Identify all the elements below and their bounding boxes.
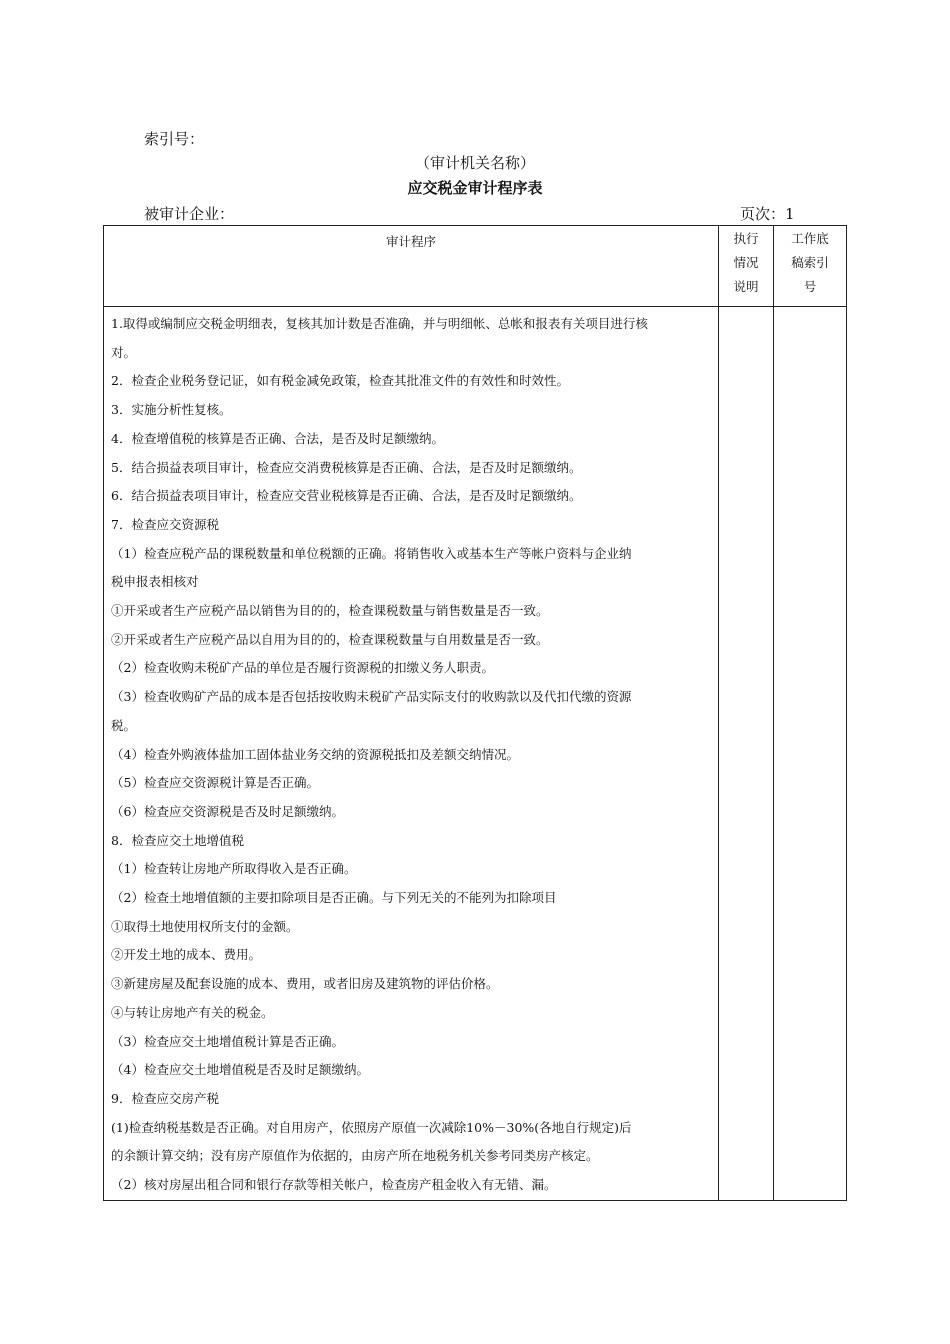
document-title: 应交税金审计程序表 (407, 179, 543, 197)
procedure-text-cell (104, 307, 719, 1201)
procedure-line: ③新建房屋及配套设施的成本、费用，或者旧房及建筑物的评估价格。 (111, 976, 499, 992)
header-workpaper-index-line: 稿索引 (791, 255, 829, 270)
audit-org-name: （审计机关名称） (414, 154, 535, 172)
procedure-line: ②开采或者生产应税产品以自用为目的的，检查课税数量与自用数量是否一致。 (111, 631, 549, 647)
procedure-line: ④与转让房地产有关的税金。 (111, 1004, 274, 1020)
procedure-line: (1)检查纳税基数是否正确。对自用房产，依照房产原值一次减除10%－30%(各地自行规定)后 (111, 1119, 632, 1135)
execution-notes-cell (719, 307, 774, 1201)
procedure-line: （4）检查应交土地增值税是否及时足额缴纳。 (111, 1062, 369, 1078)
header-workpaper-index (774, 226, 847, 307)
procedure-line: （2）检查土地增值额的主要扣除项目是否正确。与下列无关的不能列为扣除项目 (111, 890, 557, 906)
header-execution-notes-line: 执行 (733, 231, 759, 246)
procedure-line: 6．结合损益表项目审计，检查应交营业税核算是否正确、合法，是否及时足额缴纳。 (111, 488, 582, 504)
procedure-line: （3）检查收购矿产品的成本是否包括按收购未税矿产品实际支付的收购款以及代扣代缴的资源 (111, 689, 632, 705)
audit-procedure-table (103, 225, 847, 1201)
procedure-line: （4）检查外购液体盐加工固体盐业务交纳的资源税抵扣及差额交纳情况。 (111, 746, 519, 762)
header-execution-notes-line: 情况 (733, 255, 759, 270)
procedure-line: 税。 (111, 717, 137, 733)
index-number-label: 索引号： (144, 130, 205, 148)
procedure-line: （6）检查应交资源税是否及时足额缴纳。 (111, 803, 344, 819)
procedure-line: 5．结合损益表项目审计，检查应交消费税核算是否正确、合法，是否及时足额缴纳。 (111, 459, 582, 475)
procedure-line: （3）检查应交土地增值税计算是否正确。 (111, 1033, 344, 1049)
procedure-line: 7．检查应交资源税 (111, 516, 219, 532)
header-execution-notes-line: 说明 (733, 279, 759, 294)
header-workpaper-index-line: 工作底 (791, 231, 829, 246)
procedure-line: （2）检查收购未税矿产品的单位是否履行资源税的扣缴义务人职责。 (111, 660, 494, 676)
audited-entity-label: 被审计企业： (144, 205, 235, 223)
workpaper-index-cell (774, 307, 847, 1201)
procedure-line: ②开发土地的成本、费用。 (111, 947, 262, 963)
procedure-line: 8．检查应交土地增值税 (111, 832, 244, 848)
procedure-line: （1）检查转让房地产所取得收入是否正确。 (111, 861, 357, 877)
procedure-line: （1）检查应税产品的课税数量和单位税额的正确。将销售收入或基本生产等帐户资料与企业纳 (111, 545, 632, 561)
procedure-line: ①取得土地使用权所支付的金额。 (111, 918, 299, 934)
procedure-line: 4．检查增值税的核算是否正确、合法，是否及时足额缴纳。 (111, 430, 444, 446)
procedure-line: 的余额计算交纳；没有房产原值作为依据的，由房产所在地税务机关参考同类房产核定。 (111, 1148, 599, 1164)
header-workpaper-index-line: 号 (803, 279, 817, 294)
procedure-line: （2）核对房屋出租合同和银行存款等相关帐户，检查房产租金收入有无错、漏。 (111, 1177, 557, 1193)
procedure-line: 税申报表相核对 (111, 574, 199, 590)
table-header-row (104, 226, 847, 307)
procedure-line: 2．检查企业税务登记证，如有税金减免政策，检查其批准文件的有效性和时效性。 (111, 373, 569, 389)
procedure-line: 3．实施分析性复核。 (111, 402, 232, 418)
procedure-line: ①开采或者生产应税产品以销售为目的的，检查课税数量与销售数量是否一致。 (111, 603, 549, 619)
procedure-line: 1.取得或编制应交税金明细表，复核其加计数是否准确，并与明细帐、总帐和报表有关项目进行核 (111, 316, 648, 331)
table-body-row (104, 307, 847, 1201)
procedure-line: 对。 (111, 344, 137, 360)
procedure-line: （5）检查应交资源税计算是否正确。 (111, 775, 319, 791)
header-audit-procedure: 审计程序 (104, 226, 719, 307)
page-number-label: 页次：1 (740, 205, 795, 223)
procedure-line: 9．检查应交房产税 (111, 1090, 219, 1106)
header-execution-notes (719, 226, 774, 307)
